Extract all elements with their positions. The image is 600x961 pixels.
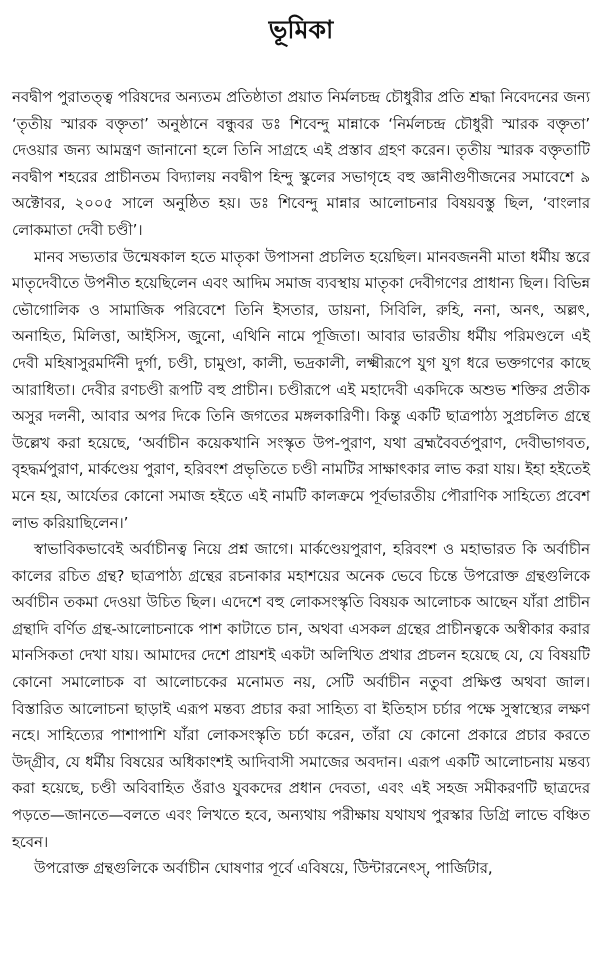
paragraph-1: নবদ্বীপ পুরাতত্ত্ব পরিষদের অন্যতম প্রতিষ্ঠাতা প্রয়াত নির্মলচন্দ্র চৌধুরীর প্রতি শ্রদ্ধা নিবেদনের জন্য ‘তৃতীয় স্মারক বক্তৃতা’ অনুষ্ঠানে বন্ধুবর ডঃ শিবেন্দু মান্নাকে ‘নির্মলচন্দ্র চৌধুরী স্মারক বক্তৃতা’ দেওয়ার জন্য আমন্ত্রণ জানানো হলে তিনি সাগ্রহে এই প্রস্তাব গ্রহণ করেন। তৃতীয় স্মারক বক্তৃতাটি নবদ্বীপ শহরের প্রাচীনতম বিদ্যালয় নবদ্বীপ হিন্দু স্কুলের সভাগৃহে বহু জ্ঞানীগুণীজনের সমাবেশে ৯ অক্টোবর, ২০০৫ সালে অনুষ্ঠিত হয়। ডঃ শিবেন্দু মান্নার আলোচনার বিষয়বস্তু ছিল, ‘বাংলার লোকমাতা দেবী চণ্ডী’। [12,88,590,239]
page-title: ভূমিকা [268,15,334,44]
paragraph-2: মানব সভ্যতার উন্মেষকাল হতে মাতৃকা উপাসনা প্রচলিত হয়েছিল। মানবজননী মাতা ধর্মীয় স্তরে মাতৃদেবীতে উপনীত হয়েছিলেন এবং আদিম সমাজ ব্যবস্থায় মাতৃকা দেবীগণের প্রাধান্য ছিল। বিভিন্ন ভৌগোলিক ও সামাজিক পরিবেশে তিনি ইসতার, ডায়না, সিবিলি, রুহি, ননা, অনৎ, অল্লৎ, অনাহিত, মিলিত্তা, আইসিস, জুনো, এথিনি নামে পূজিতা। আবার ভারতীয় ধর্মীয় পরিমণ্ডলে এই দেবী মহিষাসুরমর্দিনী দুর্গা, চণ্ডী, চামুণ্ডা, কালী, ভদ্রকালী, লক্ষ্মীরূপে যুগ যুগ ধরে ভক্তগণের কাছে আরাধিতা। দেবীর রণচণ্ডী রূপটি বহু প্রাচীন। চণ্ডীরূপে এই মহাদেবী একদিকে অশুভ শক্তির প্রতীক অসুর দলনী, আবার অপর দিকে তিনি জগতের মঙ্গলকারিণী। কিন্তু একটি ছাত্রপাঠ্য সুপ্রচলিত গ্রন্থে উল্লেখ করা হয়েছে, ‘অর্বাচীন কয়েকখানি সংস্কৃত উপ-পুরাণ, যথা ব্রহ্মবৈবর্তপুরাণ, দেবীভাগবত, বৃহদ্ধর্মপুরাণ, মার্কণ্ডেয় পুরাণ, হরিবংশ প্রভৃতিতে চণ্ডী নামটির সাক্ষাৎকার লাভ করা যায়। ইহা হইতেই মনে হয়, আর্যেতর কোনো সমাজ হইতে এই নামটি কালক্রমে পূর্বভারতীয় পৌরাণিক সাহিত্যে প্রবেশ লাভ করিয়াছিলেন।’ [12,247,590,532]
paragraph-3: স্বাভাবিকভাবেই অর্বাচীনত্ব নিয়ে প্রশ্ন জাগে। মার্কণ্ডেয়পুরাণ, হরিবংশ ও মহাভারত কি অর্বাচীন কালের রচিত গ্রন্থ? ছাত্রপাঠ্য গ্রন্থের রচনাকার মহাশয়ের অনেক ভেবে চিন্তে উপরোক্ত গ্রন্থগুলিকে অর্বাচীন তকমা দেওয়া উচিত ছিল। এদেশে বহু লোকসংস্কৃতি বিষয়ক আলোচক আছেন যাঁরা প্রাচীন গ্রন্থাদি বর্ণিত গ্রন্থ-আলোচনাকে পাশ কাটাতে চান, অথবা এসকল গ্রন্থের প্রাচীনত্বকে অস্বীকার করার মানসিকতা দেখা যায়। আমাদের দেশে প্রায়শই একটা অলিখিত প্রথার প্রচলন হয়েছে যে, যে বিষয়টি কোনো সমালোচক বা আলোচকের মনোমত নয়, সেটি অর্বাচীন নতুবা প্রক্ষিপ্ত অথবা জাল। বিস্তারিত আলোচনা ছাড়াই এরূপ মন্তব্য প্রচার করা সাহিত্য বা ইতিহাস চর্চার পক্ষে সুস্বাস্থ্যের লক্ষণ নহে। সাহিত্যের পাশাপাশি যাঁরা লোকসংস্কৃতি চর্চা করেন, তাঁরা যে কোনো প্রকারে প্রচার করতে উদ্গ্রীব, যে ধর্মীয় বিষয়ের অধিকাংশই আদিবাসী সমাজের অবদান। এরূপ একটি আলোচনায় মন্তব্য করা হয়েছে, চণ্ডী অবিবাহিত ওঁরাও যুবকদের প্রধান দেবতা, এবং এই সহজ সমীকরণটি ছাত্রদের পড়তে—জানতে—বলতে এবং লিখতে হবে, অন্যথায় পরীক্ষায় যথাযথ পুরস্কার ডিগ্রি লাভে বঞ্চিত হবেন। [12,540,590,851]
paragraph-4: উপরোক্ত গ্রন্থগুলিকে অর্বাচীন ঘোষণার পূর্বে এবিষয়ে, উিন্টারনেৎস্, পার্জিটার, [34,859,493,878]
